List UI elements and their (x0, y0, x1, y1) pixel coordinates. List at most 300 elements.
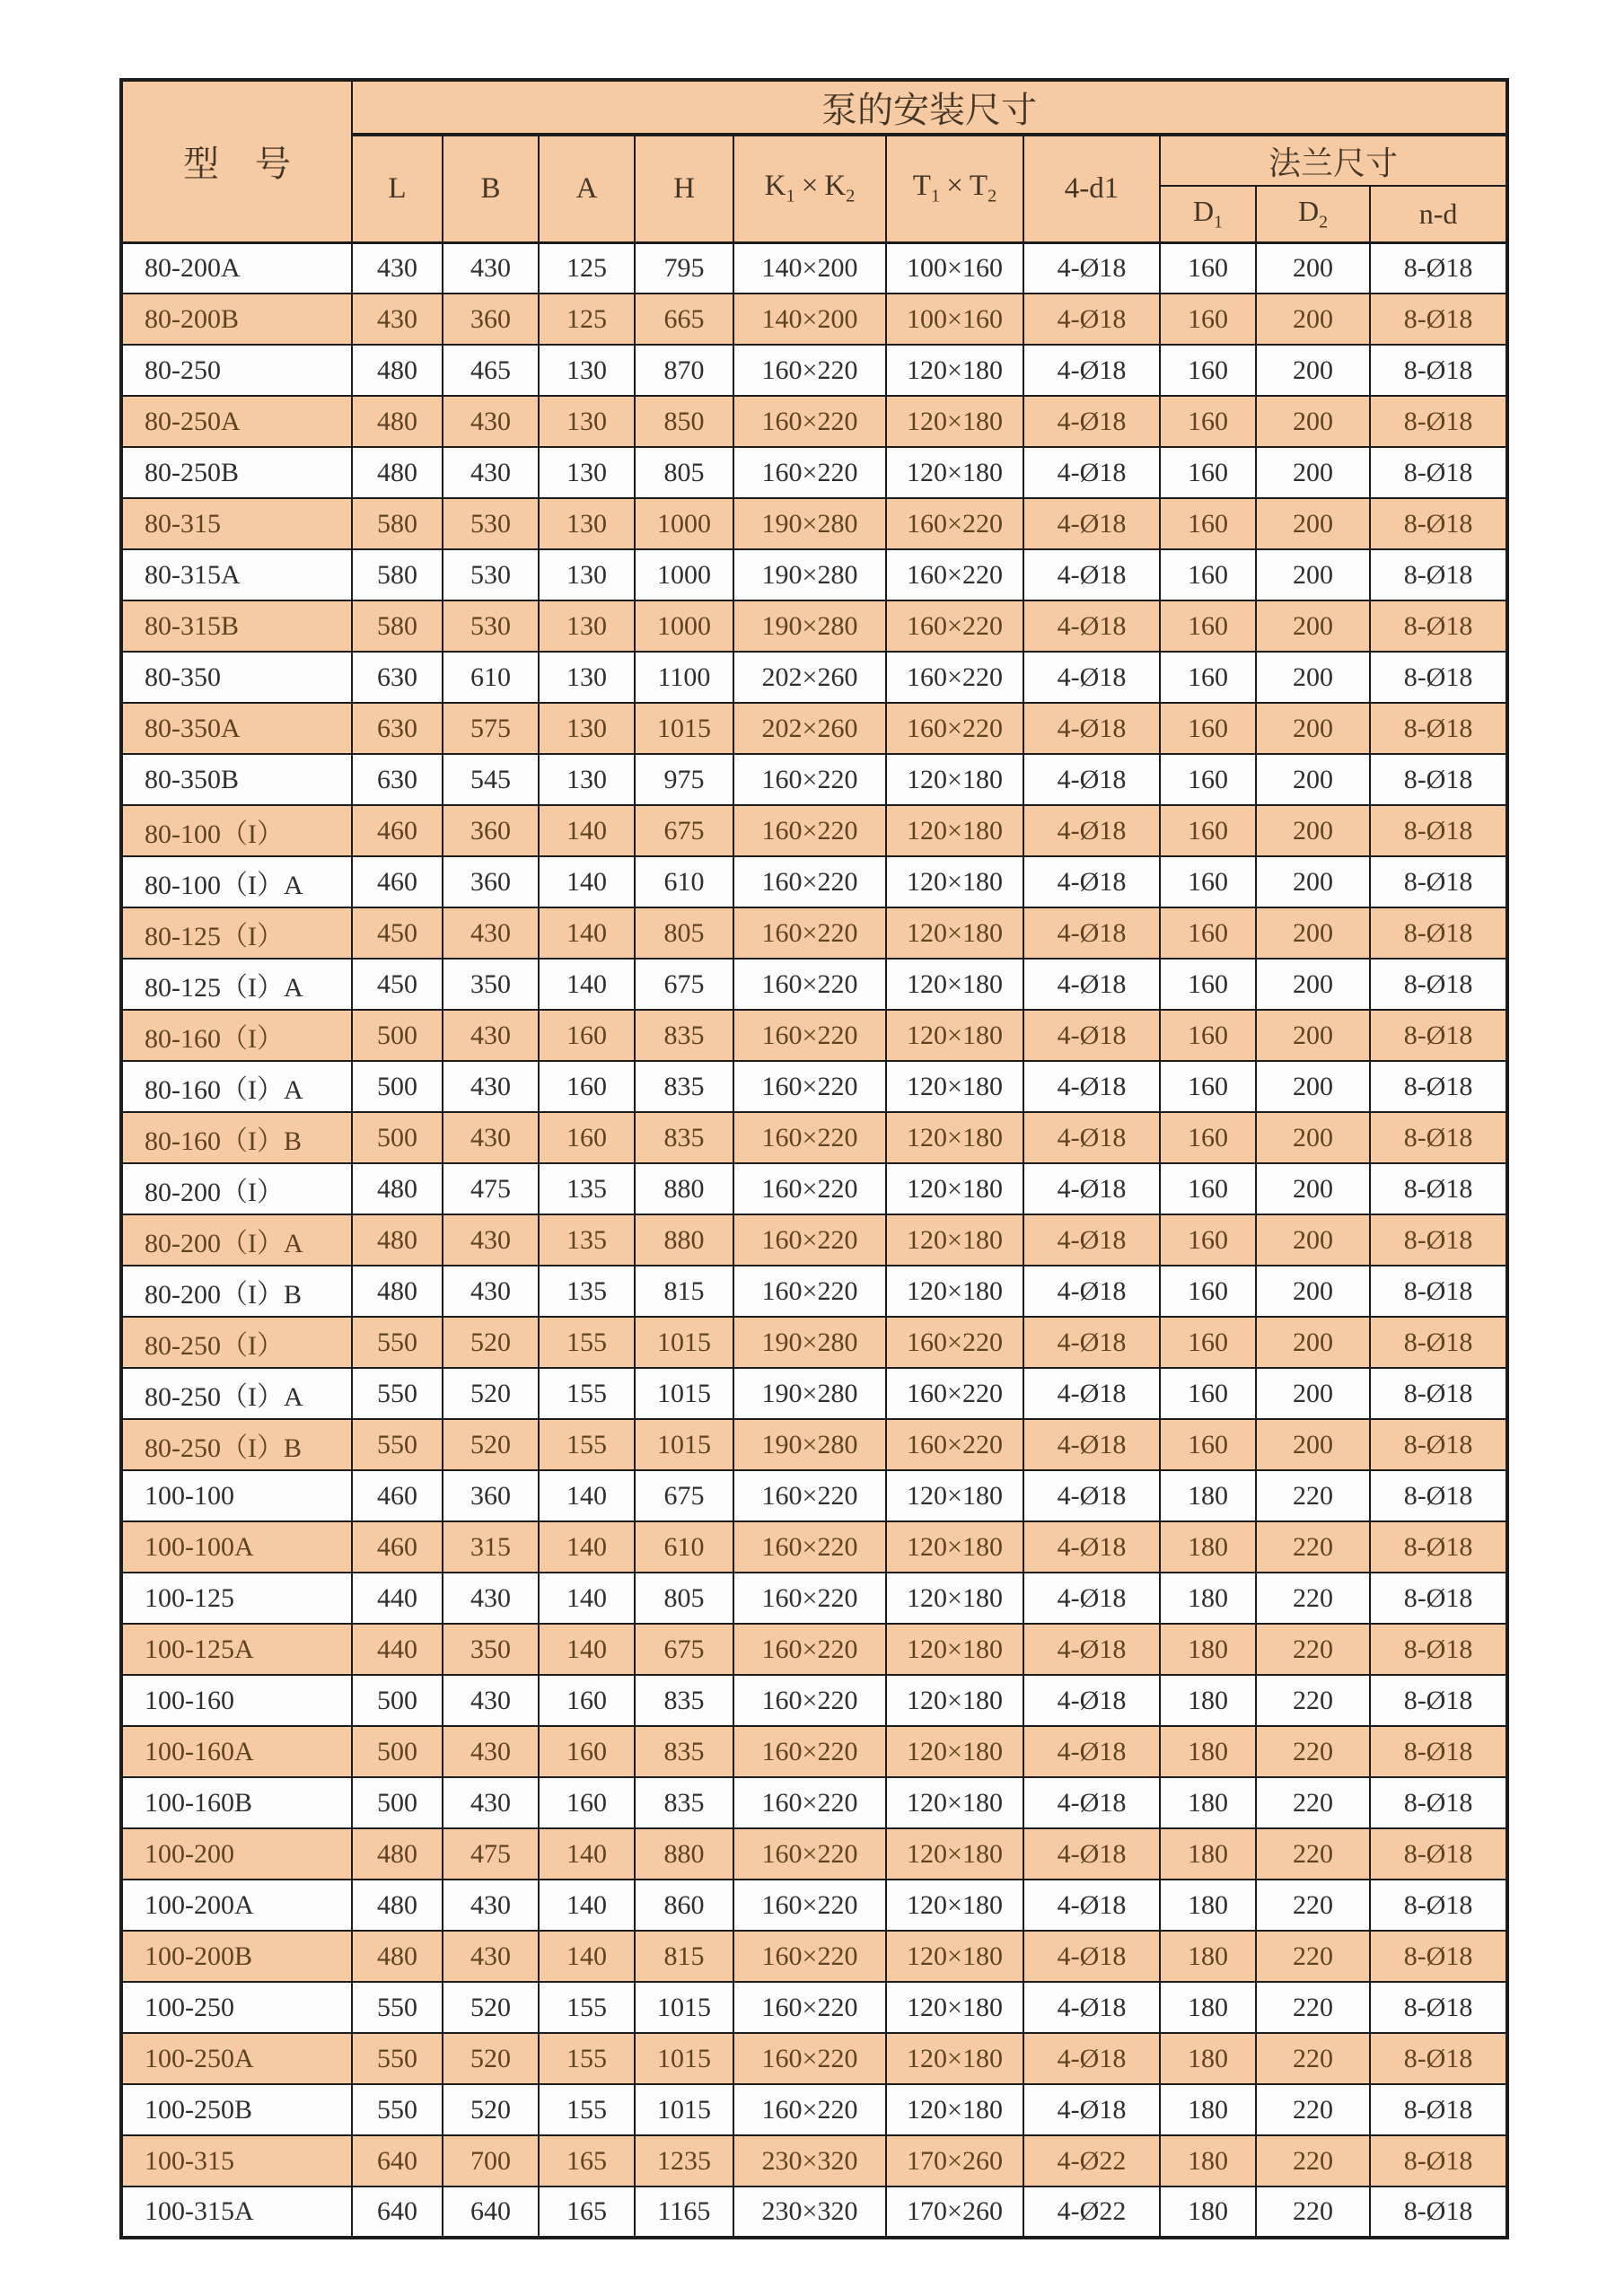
cell-model: 80-350 (121, 652, 352, 703)
cell-4-d1: 4-Ø18 (1023, 549, 1160, 600)
cell-T1xT2: 160×220 (886, 703, 1023, 754)
cell-K1xK2: 160×220 (733, 1010, 886, 1061)
cell-D2: 200 (1256, 1419, 1370, 1470)
cell-model: 100-160 (121, 1675, 352, 1726)
table-row (121, 294, 1507, 345)
cell-H: 1015 (635, 1982, 733, 2033)
cell-K1xK2: 160×220 (733, 447, 886, 498)
table-row (121, 1419, 1507, 1470)
cell-K1xK2: 160×220 (733, 1061, 886, 1112)
cell-D2: 220 (1256, 1777, 1370, 1828)
cell-n-d: 8-Ø18 (1370, 1777, 1507, 1828)
cell-T1xT2: 120×180 (886, 396, 1023, 447)
cell-D1: 160 (1160, 345, 1256, 396)
cell-D2: 200 (1256, 754, 1370, 805)
cell-A: 130 (539, 703, 635, 754)
cell-H: 1000 (635, 498, 733, 549)
cell-4-d1: 4-Ø18 (1023, 1624, 1160, 1675)
cell-B: 465 (443, 345, 539, 396)
cell-B: 360 (443, 294, 539, 345)
cell-n-d: 8-Ø18 (1370, 1573, 1507, 1624)
cell-4-d1: 4-Ø18 (1023, 754, 1160, 805)
cell-model: 80-200（I）A (121, 1214, 352, 1266)
cell-4-d1: 4-Ø18 (1023, 1880, 1160, 1931)
cell-H: 815 (635, 1931, 733, 1982)
cell-T1xT2: 120×180 (886, 1061, 1023, 1112)
cell-n-d: 8-Ø18 (1370, 498, 1507, 549)
cell-model: 80-100（I）A (121, 856, 352, 907)
cell-B: 475 (443, 1163, 539, 1214)
cell-D1: 160 (1160, 294, 1256, 345)
cell-n-d: 8-Ø18 (1370, 1368, 1507, 1419)
cell-L: 640 (352, 2186, 443, 2238)
cell-D2: 220 (1256, 2186, 1370, 2238)
cell-n-d: 8-Ø18 (1370, 1521, 1507, 1573)
cell-4-d1: 4-Ø18 (1023, 1777, 1160, 1828)
col-header-D1: $D_1$ (1160, 186, 1256, 242)
cell-B: 430 (443, 1880, 539, 1931)
cell-T1xT2: 120×180 (886, 1470, 1023, 1521)
table-row (121, 345, 1507, 396)
cell-D2: 220 (1256, 1982, 1370, 2033)
cell-T1xT2: 120×180 (886, 907, 1023, 959)
cell-model: 80-200A (121, 242, 352, 294)
table-header (121, 80, 1507, 242)
cell-D1: 180 (1160, 1675, 1256, 1726)
cell-T1xT2: 120×180 (886, 1624, 1023, 1675)
cell-n-d: 8-Ø18 (1370, 1317, 1507, 1368)
table-row (121, 1061, 1507, 1112)
cell-D1: 160 (1160, 805, 1256, 856)
cell-n-d: 8-Ø18 (1370, 1470, 1507, 1521)
cell-D2: 220 (1256, 1880, 1370, 1931)
cell-n-d: 8-Ø18 (1370, 1880, 1507, 1931)
cell-B: 530 (443, 549, 539, 600)
cell-A: 140 (539, 1521, 635, 1573)
cell-B: 350 (443, 1624, 539, 1675)
cell-D1: 180 (1160, 2135, 1256, 2186)
cell-D1: 160 (1160, 703, 1256, 754)
cell-K1xK2: 190×280 (733, 1419, 886, 1470)
cell-model: 80-250（I）B (121, 1419, 352, 1470)
cell-D2: 200 (1256, 498, 1370, 549)
cell-L: 630 (352, 703, 443, 754)
cell-A: 140 (539, 1828, 635, 1880)
cell-A: 140 (539, 1624, 635, 1675)
cell-A: 160 (539, 1726, 635, 1777)
col-header-K1xK2: $K_1 \times K_2$ (733, 135, 886, 242)
cell-T1xT2: 120×180 (886, 447, 1023, 498)
cell-n-d: 8-Ø18 (1370, 1624, 1507, 1675)
cell-model: 80-315 (121, 498, 352, 549)
cell-H: 880 (635, 1828, 733, 1880)
cell-H: 1000 (635, 549, 733, 600)
cell-n-d: 8-Ø18 (1370, 1112, 1507, 1163)
cell-K1xK2: 160×220 (733, 2033, 886, 2084)
cell-n-d: 8-Ø18 (1370, 2135, 1507, 2186)
cell-4-d1: 4-Ø18 (1023, 1061, 1160, 1112)
cell-H: 860 (635, 1880, 733, 1931)
cell-D2: 200 (1256, 1010, 1370, 1061)
cell-model: 100-200A (121, 1880, 352, 1931)
col-header-A: A (539, 135, 635, 242)
cell-n-d: 8-Ø18 (1370, 447, 1507, 498)
col-header-4-d1: 4-d1 (1023, 135, 1160, 242)
cell-B: 430 (443, 396, 539, 447)
cell-B: 610 (443, 652, 539, 703)
cell-L: 580 (352, 549, 443, 600)
cell-T1xT2: 120×180 (886, 1573, 1023, 1624)
cell-model: 80-125（I）A (121, 959, 352, 1010)
cell-K1xK2: 230×320 (733, 2135, 886, 2186)
cell-T1xT2: 160×220 (886, 1368, 1023, 1419)
cell-4-d1: 4-Ø22 (1023, 2186, 1160, 2238)
cell-H: 1100 (635, 652, 733, 703)
cell-model: 100-100A (121, 1521, 352, 1573)
cell-D1: 160 (1160, 1112, 1256, 1163)
cell-D2: 200 (1256, 1163, 1370, 1214)
cell-K1xK2: 160×220 (733, 959, 886, 1010)
cell-T1xT2: 120×180 (886, 805, 1023, 856)
cell-model: 100-200B (121, 1931, 352, 1982)
multiply-sign: × (801, 170, 819, 203)
cell-T1xT2: 120×180 (886, 754, 1023, 805)
cell-T1xT2: 120×180 (886, 1163, 1023, 1214)
cell-4-d1: 4-Ø18 (1023, 1521, 1160, 1573)
cell-K1xK2: 160×220 (733, 1573, 886, 1624)
cell-B: 545 (443, 754, 539, 805)
cell-n-d: 8-Ø18 (1370, 2186, 1507, 2238)
cell-K1xK2: 160×220 (733, 1112, 886, 1163)
cell-model: 100-125 (121, 1573, 352, 1624)
cell-T1xT2: 100×160 (886, 242, 1023, 294)
cell-H: 975 (635, 754, 733, 805)
cell-T1xT2: 120×180 (886, 2084, 1023, 2135)
table-row (121, 1368, 1507, 1419)
cell-D1: 160 (1160, 652, 1256, 703)
cell-B: 430 (443, 1726, 539, 1777)
cell-D1: 160 (1160, 1317, 1256, 1368)
cell-D1: 180 (1160, 1828, 1256, 1880)
cell-K1xK2: 190×280 (733, 549, 886, 600)
cell-n-d: 8-Ø18 (1370, 1061, 1507, 1112)
col-header-L: L (352, 135, 443, 242)
cell-4-d1: 4-Ø18 (1023, 703, 1160, 754)
cell-n-d: 8-Ø18 (1370, 1419, 1507, 1470)
cell-B: 430 (443, 907, 539, 959)
cell-n-d: 8-Ø18 (1370, 907, 1507, 959)
cell-A: 140 (539, 1573, 635, 1624)
cell-L: 450 (352, 907, 443, 959)
cell-model: 80-315B (121, 600, 352, 652)
cell-D2: 200 (1256, 907, 1370, 959)
cell-D2: 220 (1256, 1470, 1370, 1521)
cell-L: 480 (352, 1880, 443, 1931)
cell-H: 835 (635, 1061, 733, 1112)
cell-L: 550 (352, 1368, 443, 1419)
cell-D1: 180 (1160, 1624, 1256, 1675)
cell-4-d1: 4-Ø22 (1023, 2135, 1160, 2186)
cell-H: 1015 (635, 1419, 733, 1470)
cell-A: 135 (539, 1214, 635, 1266)
cell-4-d1: 4-Ø18 (1023, 856, 1160, 907)
cell-L: 460 (352, 1521, 443, 1573)
cell-D1: 160 (1160, 1266, 1256, 1317)
cell-L: 550 (352, 1982, 443, 2033)
cell-D1: 160 (1160, 549, 1256, 600)
cell-4-d1: 4-Ø18 (1023, 1573, 1160, 1624)
cell-model: 80-200（I） (121, 1163, 352, 1214)
cell-K1xK2: 160×220 (733, 2084, 886, 2135)
cell-B: 315 (443, 1521, 539, 1573)
cell-model: 80-250B (121, 447, 352, 498)
cell-B: 520 (443, 1419, 539, 1470)
cell-D2: 200 (1256, 652, 1370, 703)
cell-4-d1: 4-Ø18 (1023, 652, 1160, 703)
cell-A: 130 (539, 600, 635, 652)
cell-n-d: 8-Ø18 (1370, 294, 1507, 345)
cell-H: 805 (635, 447, 733, 498)
cell-D2: 200 (1256, 1061, 1370, 1112)
cell-model: 80-125（I） (121, 907, 352, 959)
cell-n-d: 8-Ø18 (1370, 1163, 1507, 1214)
cell-D2: 200 (1256, 396, 1370, 447)
cell-D1: 180 (1160, 1982, 1256, 2033)
cell-K1xK2: 190×280 (733, 1317, 886, 1368)
col-header-B: B (443, 135, 539, 242)
cell-D1: 180 (1160, 2033, 1256, 2084)
cell-L: 480 (352, 1266, 443, 1317)
cell-D1: 160 (1160, 498, 1256, 549)
cell-A: 160 (539, 1675, 635, 1726)
cell-B: 430 (443, 447, 539, 498)
multiply-sign: × (946, 170, 963, 203)
cell-L: 550 (352, 1317, 443, 1368)
cell-4-d1: 4-Ø18 (1023, 447, 1160, 498)
cell-4-d1: 4-Ø18 (1023, 1675, 1160, 1726)
cell-D2: 200 (1256, 1368, 1370, 1419)
table-row (121, 1112, 1507, 1163)
cell-T1xT2: 120×180 (886, 1777, 1023, 1828)
cell-4-d1: 4-Ø18 (1023, 1982, 1160, 2033)
cell-4-d1: 4-Ø18 (1023, 1828, 1160, 1880)
cell-n-d: 8-Ø18 (1370, 805, 1507, 856)
cell-A: 155 (539, 1982, 635, 2033)
cell-K1xK2: 190×280 (733, 1368, 886, 1419)
cell-A: 160 (539, 1777, 635, 1828)
cell-D1: 160 (1160, 754, 1256, 805)
table-row (121, 856, 1507, 907)
cell-L: 450 (352, 959, 443, 1010)
cell-4-d1: 4-Ø18 (1023, 1931, 1160, 1982)
cell-model: 80-200B (121, 294, 352, 345)
cell-B: 520 (443, 2033, 539, 2084)
cell-L: 430 (352, 294, 443, 345)
cell-B: 520 (443, 2084, 539, 2135)
table-row (121, 959, 1507, 1010)
cell-n-d: 8-Ø18 (1370, 959, 1507, 1010)
cell-D1: 160 (1160, 907, 1256, 959)
cell-D2: 220 (1256, 1521, 1370, 1573)
cell-D1: 160 (1160, 959, 1256, 1010)
table-row (121, 652, 1507, 703)
cell-T1xT2: 160×220 (886, 652, 1023, 703)
cell-K1xK2: 160×220 (733, 345, 886, 396)
cell-A: 155 (539, 2033, 635, 2084)
cell-K1xK2: 160×220 (733, 1521, 886, 1573)
cell-B: 640 (443, 2186, 539, 2238)
cell-4-d1: 4-Ø18 (1023, 1419, 1160, 1470)
cell-L: 480 (352, 447, 443, 498)
cell-H: 815 (635, 1266, 733, 1317)
cell-H: 675 (635, 805, 733, 856)
cell-K1xK2: 140×200 (733, 294, 886, 345)
table-row (121, 754, 1507, 805)
table-row (121, 907, 1507, 959)
cell-4-d1: 4-Ø18 (1023, 1470, 1160, 1521)
cell-D2: 220 (1256, 1624, 1370, 1675)
cell-D2: 220 (1256, 2135, 1370, 2186)
cell-model: 80-100（I） (121, 805, 352, 856)
cell-K1xK2: 160×220 (733, 396, 886, 447)
table-row (121, 447, 1507, 498)
cell-T1xT2: 120×180 (886, 1010, 1023, 1061)
cell-H: 1015 (635, 1368, 733, 1419)
cell-D1: 160 (1160, 447, 1256, 498)
cell-4-d1: 4-Ø18 (1023, 345, 1160, 396)
cell-L: 480 (352, 396, 443, 447)
cell-T1xT2: 160×220 (886, 1317, 1023, 1368)
cell-H: 795 (635, 242, 733, 294)
cell-D1: 160 (1160, 1368, 1256, 1419)
table-row (121, 2186, 1507, 2238)
cell-4-d1: 4-Ø18 (1023, 2033, 1160, 2084)
cell-D1: 160 (1160, 1419, 1256, 1470)
table-row (121, 1470, 1507, 1521)
cell-H: 880 (635, 1163, 733, 1214)
cell-A: 140 (539, 805, 635, 856)
cell-L: 460 (352, 1470, 443, 1521)
table-row (121, 1726, 1507, 1777)
cell-K1xK2: 190×280 (733, 600, 886, 652)
col-header-D2: $D_2$ (1256, 186, 1370, 242)
cell-L: 500 (352, 1777, 443, 1828)
cell-A: 155 (539, 1317, 635, 1368)
cell-D1: 160 (1160, 1163, 1256, 1214)
cell-H: 1015 (635, 2033, 733, 2084)
cell-T1xT2: 100×160 (886, 294, 1023, 345)
cell-B: 430 (443, 1573, 539, 1624)
cell-D2: 200 (1256, 703, 1370, 754)
cell-n-d: 8-Ø18 (1370, 1982, 1507, 2033)
table-body (121, 242, 1507, 2238)
table-row (121, 1573, 1507, 1624)
cell-B: 350 (443, 959, 539, 1010)
cell-L: 550 (352, 2084, 443, 2135)
cell-A: 155 (539, 1368, 635, 1419)
cell-model: 100-250B (121, 2084, 352, 2135)
cell-model: 80-160（I）B (121, 1112, 352, 1163)
cell-A: 130 (539, 396, 635, 447)
cell-T1xT2: 120×180 (886, 1521, 1023, 1573)
cell-D1: 160 (1160, 396, 1256, 447)
cell-D2: 220 (1256, 1828, 1370, 1880)
cell-B: 530 (443, 498, 539, 549)
cell-A: 155 (539, 2084, 635, 2135)
cell-D1: 180 (1160, 2084, 1256, 2135)
cell-n-d: 8-Ø18 (1370, 549, 1507, 600)
cell-K1xK2: 160×220 (733, 856, 886, 907)
cell-T1xT2: 160×220 (886, 498, 1023, 549)
cell-A: 130 (539, 498, 635, 549)
cell-4-d1: 4-Ø18 (1023, 242, 1160, 294)
cell-D2: 200 (1256, 1317, 1370, 1368)
cell-D2: 200 (1256, 856, 1370, 907)
cell-D1: 160 (1160, 600, 1256, 652)
cell-A: 140 (539, 1931, 635, 1982)
cell-D1: 180 (1160, 1470, 1256, 1521)
cell-T1xT2: 120×180 (886, 1266, 1023, 1317)
cell-L: 480 (352, 1214, 443, 1266)
cell-T1xT2: 160×220 (886, 549, 1023, 600)
cell-4-d1: 4-Ø18 (1023, 498, 1160, 549)
cell-D1: 180 (1160, 1726, 1256, 1777)
cell-A: 140 (539, 959, 635, 1010)
cell-B: 430 (443, 1931, 539, 1982)
cell-B: 430 (443, 1777, 539, 1828)
cell-A: 165 (539, 2186, 635, 2238)
cell-model: 80-160（I）A (121, 1061, 352, 1112)
cell-H: 1015 (635, 703, 733, 754)
cell-D2: 200 (1256, 447, 1370, 498)
cell-D2: 200 (1256, 549, 1370, 600)
cell-D2: 200 (1256, 345, 1370, 396)
cell-D2: 200 (1256, 600, 1370, 652)
cell-n-d: 8-Ø18 (1370, 1726, 1507, 1777)
cell-T1xT2: 120×180 (886, 1931, 1023, 1982)
cell-T1xT2: 120×180 (886, 1828, 1023, 1880)
cell-L: 500 (352, 1010, 443, 1061)
cell-A: 140 (539, 1880, 635, 1931)
cell-D2: 200 (1256, 294, 1370, 345)
col-header-T1xT2: $T_1 \times T_2$ (886, 135, 1023, 242)
cell-D1: 180 (1160, 1880, 1256, 1931)
table-row (121, 396, 1507, 447)
cell-n-d: 8-Ø18 (1370, 652, 1507, 703)
table-row (121, 1880, 1507, 1931)
cell-n-d: 8-Ø18 (1370, 856, 1507, 907)
cell-D2: 200 (1256, 242, 1370, 294)
cell-H: 835 (635, 1010, 733, 1061)
cell-model: 100-100 (121, 1470, 352, 1521)
cell-B: 520 (443, 1317, 539, 1368)
cell-D1: 160 (1160, 1061, 1256, 1112)
table-row (121, 2135, 1507, 2186)
cell-model: 80-250A (121, 396, 352, 447)
cell-T1xT2: 120×180 (886, 1214, 1023, 1266)
cell-H: 675 (635, 1470, 733, 1521)
cell-T1xT2: 120×180 (886, 345, 1023, 396)
cell-K1xK2: 160×220 (733, 1470, 886, 1521)
cell-4-d1: 4-Ø18 (1023, 1726, 1160, 1777)
cell-n-d: 8-Ø18 (1370, 1010, 1507, 1061)
cell-L: 500 (352, 1061, 443, 1112)
cell-L: 480 (352, 1163, 443, 1214)
cell-model: 100-315 (121, 2135, 352, 2186)
table-row (121, 1828, 1507, 1880)
cell-n-d: 8-Ø18 (1370, 600, 1507, 652)
cell-B: 520 (443, 1982, 539, 2033)
